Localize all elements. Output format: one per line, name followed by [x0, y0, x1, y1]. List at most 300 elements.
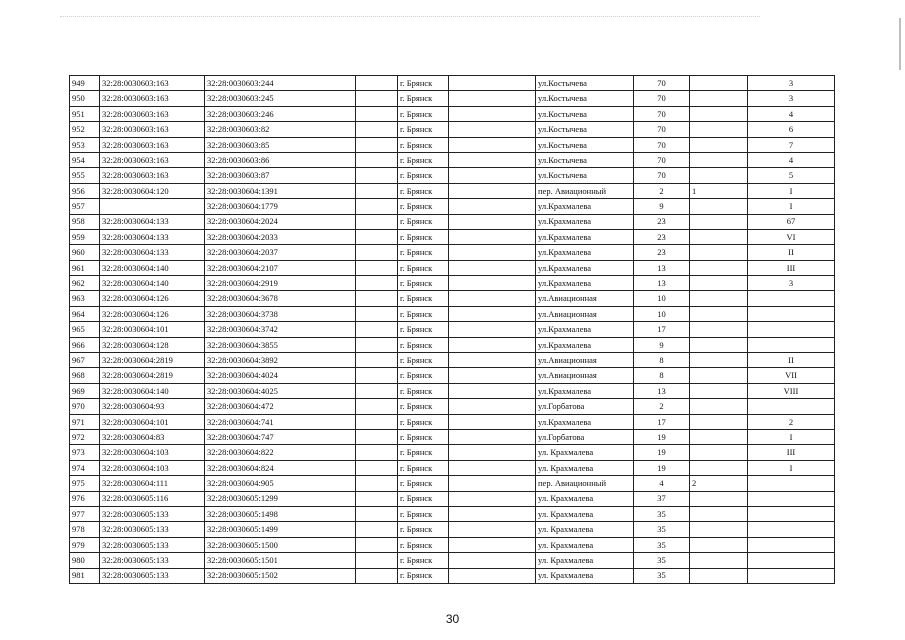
- table-row: [70, 152, 835, 167]
- table-row: [70, 522, 835, 537]
- table-row: [70, 429, 835, 444]
- parent-cadastral-cell: 32:28:0030603:163: [100, 137, 205, 152]
- empty-cell: [356, 183, 398, 198]
- registry-table-body: [70, 76, 835, 584]
- street-cell: пер. Авиационный: [536, 476, 634, 491]
- house-number-cell: 70: [634, 122, 690, 137]
- house-number-cell: 23: [634, 214, 690, 229]
- table-row: [70, 537, 835, 552]
- row-number-cell: 963: [70, 291, 100, 306]
- building-letter-cell: [690, 322, 748, 337]
- cadastral-number-cell: 32:28:0030604:3855: [205, 337, 356, 352]
- table-row: [70, 183, 835, 198]
- building-letter-cell: [690, 506, 748, 521]
- house-number-cell: 4: [634, 476, 690, 491]
- parent-cadastral-cell: 32:28:0030604:133: [100, 229, 205, 244]
- building-letter-cell: [690, 537, 748, 552]
- cadastral-number-cell: 32:28:0030603:85: [205, 137, 356, 152]
- empty-cell: [449, 491, 536, 506]
- empty-cell: [356, 476, 398, 491]
- cadastral-number-cell: 32:28:0030603:245: [205, 91, 356, 106]
- empty-cell: [449, 537, 536, 552]
- table-row: [70, 245, 835, 260]
- city-cell: г. Брянск: [398, 306, 449, 321]
- empty-cell: [449, 291, 536, 306]
- empty-cell: [449, 106, 536, 121]
- flat-number-cell: [748, 568, 835, 583]
- parent-cadastral-cell: 32:28:0030604:140: [100, 260, 205, 275]
- row-number-cell: 958: [70, 214, 100, 229]
- parent-cadastral-cell: 32:28:0030605:133: [100, 522, 205, 537]
- house-number-cell: 23: [634, 245, 690, 260]
- building-letter-cell: [690, 568, 748, 583]
- row-number-cell: 980: [70, 553, 100, 568]
- cadastral-number-cell: 32:28:0030604:2033: [205, 229, 356, 244]
- cadastral-number-cell: 32:28:0030604:2107: [205, 260, 356, 275]
- cadastral-number-cell: 32:28:0030604:3892: [205, 353, 356, 368]
- building-letter-cell: [690, 91, 748, 106]
- cadastral-number-cell: 32:28:0030605:1299: [205, 491, 356, 506]
- scan-artifact-dots: [60, 16, 760, 21]
- table-row: [70, 168, 835, 183]
- row-number-cell: 953: [70, 137, 100, 152]
- parent-cadastral-cell: 32:28:0030605:133: [100, 537, 205, 552]
- cadastral-number-cell: 32:28:0030605:1501: [205, 553, 356, 568]
- flat-number-cell: 4: [748, 152, 835, 167]
- table-row: [70, 353, 835, 368]
- empty-cell: [356, 429, 398, 444]
- empty-cell: [356, 199, 398, 214]
- row-number-cell: 964: [70, 306, 100, 321]
- house-number-cell: 19: [634, 460, 690, 475]
- empty-cell: [449, 506, 536, 521]
- table-row: [70, 368, 835, 383]
- parent-cadastral-cell: 32:28:0030604:83: [100, 429, 205, 444]
- flat-number-cell: VII: [748, 368, 835, 383]
- table-row: [70, 214, 835, 229]
- house-number-cell: 70: [634, 106, 690, 121]
- city-cell: г. Брянск: [398, 291, 449, 306]
- empty-cell: [449, 214, 536, 229]
- flat-number-cell: 3: [748, 76, 835, 91]
- street-cell: ул.Крахмалева: [536, 229, 634, 244]
- row-number-cell: 962: [70, 276, 100, 291]
- flat-number-cell: II: [748, 353, 835, 368]
- cadastral-number-cell: 32:28:0030604:905: [205, 476, 356, 491]
- street-cell: ул.Авиационная: [536, 306, 634, 321]
- street-cell: ул.Авиационная: [536, 291, 634, 306]
- street-cell: ул.Крахмалева: [536, 276, 634, 291]
- row-number-cell: 956: [70, 183, 100, 198]
- table-row: [70, 460, 835, 475]
- row-number-cell: 971: [70, 414, 100, 429]
- empty-cell: [356, 229, 398, 244]
- empty-cell: [449, 337, 536, 352]
- cadastral-number-cell: 32:28:0030604:1391: [205, 183, 356, 198]
- cadastral-number-cell: 32:28:0030604:822: [205, 445, 356, 460]
- city-cell: г. Брянск: [398, 183, 449, 198]
- cadastral-number-cell: 32:28:0030604:824: [205, 460, 356, 475]
- city-cell: г. Брянск: [398, 491, 449, 506]
- table-row: [70, 476, 835, 491]
- row-number-cell: 977: [70, 506, 100, 521]
- empty-cell: [356, 106, 398, 121]
- street-cell: пер. Авиационный: [536, 183, 634, 198]
- empty-cell: [356, 568, 398, 583]
- flat-number-cell: [748, 537, 835, 552]
- empty-cell: [449, 137, 536, 152]
- row-number-cell: 967: [70, 353, 100, 368]
- parent-cadastral-cell: 32:28:0030603:163: [100, 152, 205, 167]
- building-letter-cell: [690, 137, 748, 152]
- city-cell: г. Брянск: [398, 76, 449, 91]
- city-cell: г. Брянск: [398, 229, 449, 244]
- parent-cadastral-cell: 32:28:0030605:133: [100, 553, 205, 568]
- empty-cell: [449, 183, 536, 198]
- parent-cadastral-cell: 32:28:0030605:133: [100, 506, 205, 521]
- empty-cell: [449, 414, 536, 429]
- city-cell: г. Брянск: [398, 445, 449, 460]
- building-letter-cell: [690, 553, 748, 568]
- flat-number-cell: III: [748, 260, 835, 275]
- empty-cell: [356, 368, 398, 383]
- empty-cell: [356, 506, 398, 521]
- parent-cadastral-cell: 32:28:0030605:116: [100, 491, 205, 506]
- empty-cell: [356, 491, 398, 506]
- page-number: 30: [445, 612, 460, 626]
- building-letter-cell: [690, 353, 748, 368]
- empty-cell: [356, 553, 398, 568]
- street-cell: ул.Авиационная: [536, 353, 634, 368]
- empty-cell: [356, 353, 398, 368]
- house-number-cell: 35: [634, 522, 690, 537]
- table-row: [70, 491, 835, 506]
- table-row: [70, 568, 835, 583]
- street-cell: ул. Крахмалева: [536, 553, 634, 568]
- building-letter-cell: [690, 337, 748, 352]
- empty-cell: [449, 229, 536, 244]
- empty-cell: [449, 245, 536, 260]
- empty-cell: [449, 399, 536, 414]
- street-cell: ул.Крахмалева: [536, 337, 634, 352]
- flat-number-cell: [748, 337, 835, 352]
- house-number-cell: 13: [634, 383, 690, 398]
- empty-cell: [449, 122, 536, 137]
- cadastral-number-cell: 32:28:0030604:2024: [205, 214, 356, 229]
- street-cell: ул. Крахмалева: [536, 445, 634, 460]
- empty-cell: [449, 276, 536, 291]
- cadastral-number-cell: 32:28:0030604:3738: [205, 306, 356, 321]
- parent-cadastral-cell: 32:28:0030604:140: [100, 276, 205, 291]
- building-letter-cell: [690, 106, 748, 121]
- empty-cell: [356, 445, 398, 460]
- empty-cell: [356, 460, 398, 475]
- empty-cell: [356, 76, 398, 91]
- city-cell: г. Брянск: [398, 383, 449, 398]
- building-letter-cell: [690, 429, 748, 444]
- parent-cadastral-cell: 32:28:0030604:133: [100, 245, 205, 260]
- row-number-cell: 951: [70, 106, 100, 121]
- house-number-cell: 2: [634, 183, 690, 198]
- city-cell: г. Брянск: [398, 245, 449, 260]
- city-cell: г. Брянск: [398, 337, 449, 352]
- flat-number-cell: [748, 306, 835, 321]
- street-cell: ул.Костычева: [536, 106, 634, 121]
- cadastral-number-cell: 32:28:0030604:472: [205, 399, 356, 414]
- building-letter-cell: 1: [690, 183, 748, 198]
- parent-cadastral-cell: 32:28:0030604:128: [100, 337, 205, 352]
- flat-number-cell: [748, 506, 835, 521]
- row-number-cell: 969: [70, 383, 100, 398]
- table-row: [70, 260, 835, 275]
- street-cell: ул.Авиационная: [536, 368, 634, 383]
- row-number-cell: 955: [70, 168, 100, 183]
- house-number-cell: 19: [634, 445, 690, 460]
- row-number-cell: 976: [70, 491, 100, 506]
- house-number-cell: 70: [634, 76, 690, 91]
- house-number-cell: 17: [634, 414, 690, 429]
- empty-cell: [356, 152, 398, 167]
- parent-cadastral-cell: 32:28:0030604:140: [100, 383, 205, 398]
- building-letter-cell: [690, 76, 748, 91]
- building-letter-cell: [690, 445, 748, 460]
- parent-cadastral-cell: 32:28:0030605:133: [100, 568, 205, 583]
- city-cell: г. Брянск: [398, 91, 449, 106]
- city-cell: г. Брянск: [398, 429, 449, 444]
- empty-cell: [356, 91, 398, 106]
- empty-cell: [356, 306, 398, 321]
- building-letter-cell: [690, 199, 748, 214]
- building-letter-cell: [690, 414, 748, 429]
- cadastral-number-cell: 32:28:0030605:1502: [205, 568, 356, 583]
- street-cell: ул.Крахмалева: [536, 322, 634, 337]
- empty-cell: [356, 337, 398, 352]
- empty-cell: [449, 383, 536, 398]
- city-cell: г. Брянск: [398, 414, 449, 429]
- street-cell: ул.Костычева: [536, 152, 634, 167]
- registry-table: [69, 75, 835, 584]
- empty-cell: [449, 152, 536, 167]
- house-number-cell: 35: [634, 537, 690, 552]
- empty-cell: [356, 322, 398, 337]
- building-letter-cell: [690, 291, 748, 306]
- parent-cadastral-cell: 32:28:0030604:111: [100, 476, 205, 491]
- city-cell: г. Брянск: [398, 476, 449, 491]
- parent-cadastral-cell: 32:28:0030604:93: [100, 399, 205, 414]
- house-number-cell: 35: [634, 506, 690, 521]
- row-number-cell: 954: [70, 152, 100, 167]
- parent-cadastral-cell: 32:28:0030603:163: [100, 106, 205, 121]
- table-row: [70, 106, 835, 121]
- row-number-cell: 968: [70, 368, 100, 383]
- city-cell: г. Брянск: [398, 522, 449, 537]
- street-cell: ул.Крахмалева: [536, 383, 634, 398]
- cadastral-number-cell: 32:28:0030604:741: [205, 414, 356, 429]
- table-row: [70, 553, 835, 568]
- table-row: [70, 229, 835, 244]
- street-cell: ул. Крахмалева: [536, 537, 634, 552]
- parent-cadastral-cell: 32:28:0030604:101: [100, 322, 205, 337]
- city-cell: г. Брянск: [398, 537, 449, 552]
- empty-cell: [356, 291, 398, 306]
- building-letter-cell: [690, 229, 748, 244]
- house-number-cell: 70: [634, 137, 690, 152]
- city-cell: г. Брянск: [398, 152, 449, 167]
- empty-cell: [449, 368, 536, 383]
- street-cell: ул. Крахмалева: [536, 522, 634, 537]
- row-number-cell: 979: [70, 537, 100, 552]
- table-row: [70, 291, 835, 306]
- house-number-cell: 35: [634, 568, 690, 583]
- city-cell: г. Брянск: [398, 122, 449, 137]
- row-number-cell: 952: [70, 122, 100, 137]
- empty-cell: [449, 168, 536, 183]
- cadastral-number-cell: 32:28:0030604:4025: [205, 383, 356, 398]
- street-cell: ул.Крахмалева: [536, 199, 634, 214]
- street-cell: ул.Костычева: [536, 168, 634, 183]
- empty-cell: [356, 383, 398, 398]
- house-number-cell: 10: [634, 306, 690, 321]
- building-letter-cell: [690, 122, 748, 137]
- house-number-cell: 70: [634, 152, 690, 167]
- empty-cell: [449, 199, 536, 214]
- row-number-cell: 959: [70, 229, 100, 244]
- table-row: [70, 137, 835, 152]
- empty-cell: [449, 76, 536, 91]
- cadastral-number-cell: 32:28:0030605:1498: [205, 506, 356, 521]
- empty-cell: [356, 537, 398, 552]
- empty-cell: [449, 260, 536, 275]
- cadastral-number-cell: 32:28:0030604:1779: [205, 199, 356, 214]
- empty-cell: [449, 306, 536, 321]
- row-number-cell: 960: [70, 245, 100, 260]
- table-row: [70, 91, 835, 106]
- row-number-cell: 981: [70, 568, 100, 583]
- street-cell: ул.Костычева: [536, 122, 634, 137]
- flat-number-cell: [748, 476, 835, 491]
- city-cell: г. Брянск: [398, 322, 449, 337]
- street-cell: ул.Крахмалева: [536, 214, 634, 229]
- building-letter-cell: [690, 245, 748, 260]
- parent-cadastral-cell: 32:28:0030604:103: [100, 460, 205, 475]
- city-cell: г. Брянск: [398, 399, 449, 414]
- street-cell: ул.Крахмалева: [536, 245, 634, 260]
- street-cell: ул. Крахмалева: [536, 491, 634, 506]
- flat-number-cell: [748, 553, 835, 568]
- empty-cell: [356, 168, 398, 183]
- empty-cell: [449, 322, 536, 337]
- street-cell: ул.Горбатова: [536, 399, 634, 414]
- parent-cadastral-cell: 32:28:0030604:2819: [100, 368, 205, 383]
- city-cell: г. Брянск: [398, 106, 449, 121]
- house-number-cell: 19: [634, 429, 690, 444]
- city-cell: г. Брянск: [398, 553, 449, 568]
- house-number-cell: 70: [634, 168, 690, 183]
- empty-cell: [356, 276, 398, 291]
- parent-cadastral-cell: 32:28:0030604:101: [100, 414, 205, 429]
- row-number-cell: 957: [70, 199, 100, 214]
- cadastral-number-cell: 32:28:0030603:244: [205, 76, 356, 91]
- building-letter-cell: [690, 168, 748, 183]
- cadastral-number-cell: 32:28:0030603:87: [205, 168, 356, 183]
- flat-number-cell: VI: [748, 229, 835, 244]
- building-letter-cell: [690, 306, 748, 321]
- parent-cadastral-cell: 32:28:0030604:2819: [100, 353, 205, 368]
- empty-cell: [449, 460, 536, 475]
- flat-number-cell: I: [748, 183, 835, 198]
- street-cell: ул.Костычева: [536, 76, 634, 91]
- empty-cell: [449, 553, 536, 568]
- row-number-cell: 965: [70, 322, 100, 337]
- building-letter-cell: [690, 460, 748, 475]
- flat-number-cell: II: [748, 245, 835, 260]
- city-cell: г. Брянск: [398, 460, 449, 475]
- city-cell: г. Брянск: [398, 214, 449, 229]
- building-letter-cell: [690, 383, 748, 398]
- table-row: [70, 306, 835, 321]
- house-number-cell: 13: [634, 260, 690, 275]
- building-letter-cell: [690, 491, 748, 506]
- cadastral-number-cell: 32:28:0030604:747: [205, 429, 356, 444]
- street-cell: ул. Крахмалева: [536, 568, 634, 583]
- house-number-cell: 10: [634, 291, 690, 306]
- street-cell: ул.Крахмалева: [536, 414, 634, 429]
- flat-number-cell: VIII: [748, 383, 835, 398]
- flat-number-cell: 5: [748, 168, 835, 183]
- house-number-cell: 8: [634, 368, 690, 383]
- parent-cadastral-cell: 32:28:0030604:133: [100, 214, 205, 229]
- city-cell: г. Брянск: [398, 353, 449, 368]
- flat-number-cell: [748, 491, 835, 506]
- empty-cell: [356, 122, 398, 137]
- flat-number-cell: 3: [748, 276, 835, 291]
- table-row: [70, 199, 835, 214]
- empty-cell: [449, 476, 536, 491]
- row-number-cell: 950: [70, 91, 100, 106]
- empty-cell: [449, 429, 536, 444]
- flat-number-cell: 4: [748, 106, 835, 121]
- house-number-cell: 2: [634, 399, 690, 414]
- empty-cell: [449, 91, 536, 106]
- flat-number-cell: III: [748, 445, 835, 460]
- table-row: [70, 445, 835, 460]
- parent-cadastral-cell: 32:28:0030603:163: [100, 168, 205, 183]
- street-cell: ул.Крахмалева: [536, 260, 634, 275]
- flat-number-cell: 3: [748, 91, 835, 106]
- parent-cadastral-cell: 32:28:0030604:126: [100, 291, 205, 306]
- table-row: [70, 322, 835, 337]
- flat-number-cell: [748, 322, 835, 337]
- row-number-cell: 966: [70, 337, 100, 352]
- empty-cell: [449, 445, 536, 460]
- flat-number-cell: I: [748, 429, 835, 444]
- cadastral-number-cell: 32:28:0030604:4024: [205, 368, 356, 383]
- street-cell: ул. Крахмалева: [536, 460, 634, 475]
- city-cell: г. Брянск: [398, 260, 449, 275]
- parent-cadastral-cell: 32:28:0030604:103: [100, 445, 205, 460]
- city-cell: г. Брянск: [398, 568, 449, 583]
- house-number-cell: 9: [634, 199, 690, 214]
- flat-number-cell: I: [748, 460, 835, 475]
- street-cell: ул.Горбатова: [536, 429, 634, 444]
- building-letter-cell: 2: [690, 476, 748, 491]
- table-row: [70, 276, 835, 291]
- flat-number-cell: 67: [748, 214, 835, 229]
- building-letter-cell: [690, 260, 748, 275]
- building-letter-cell: [690, 214, 748, 229]
- row-number-cell: 978: [70, 522, 100, 537]
- table-row: [70, 506, 835, 521]
